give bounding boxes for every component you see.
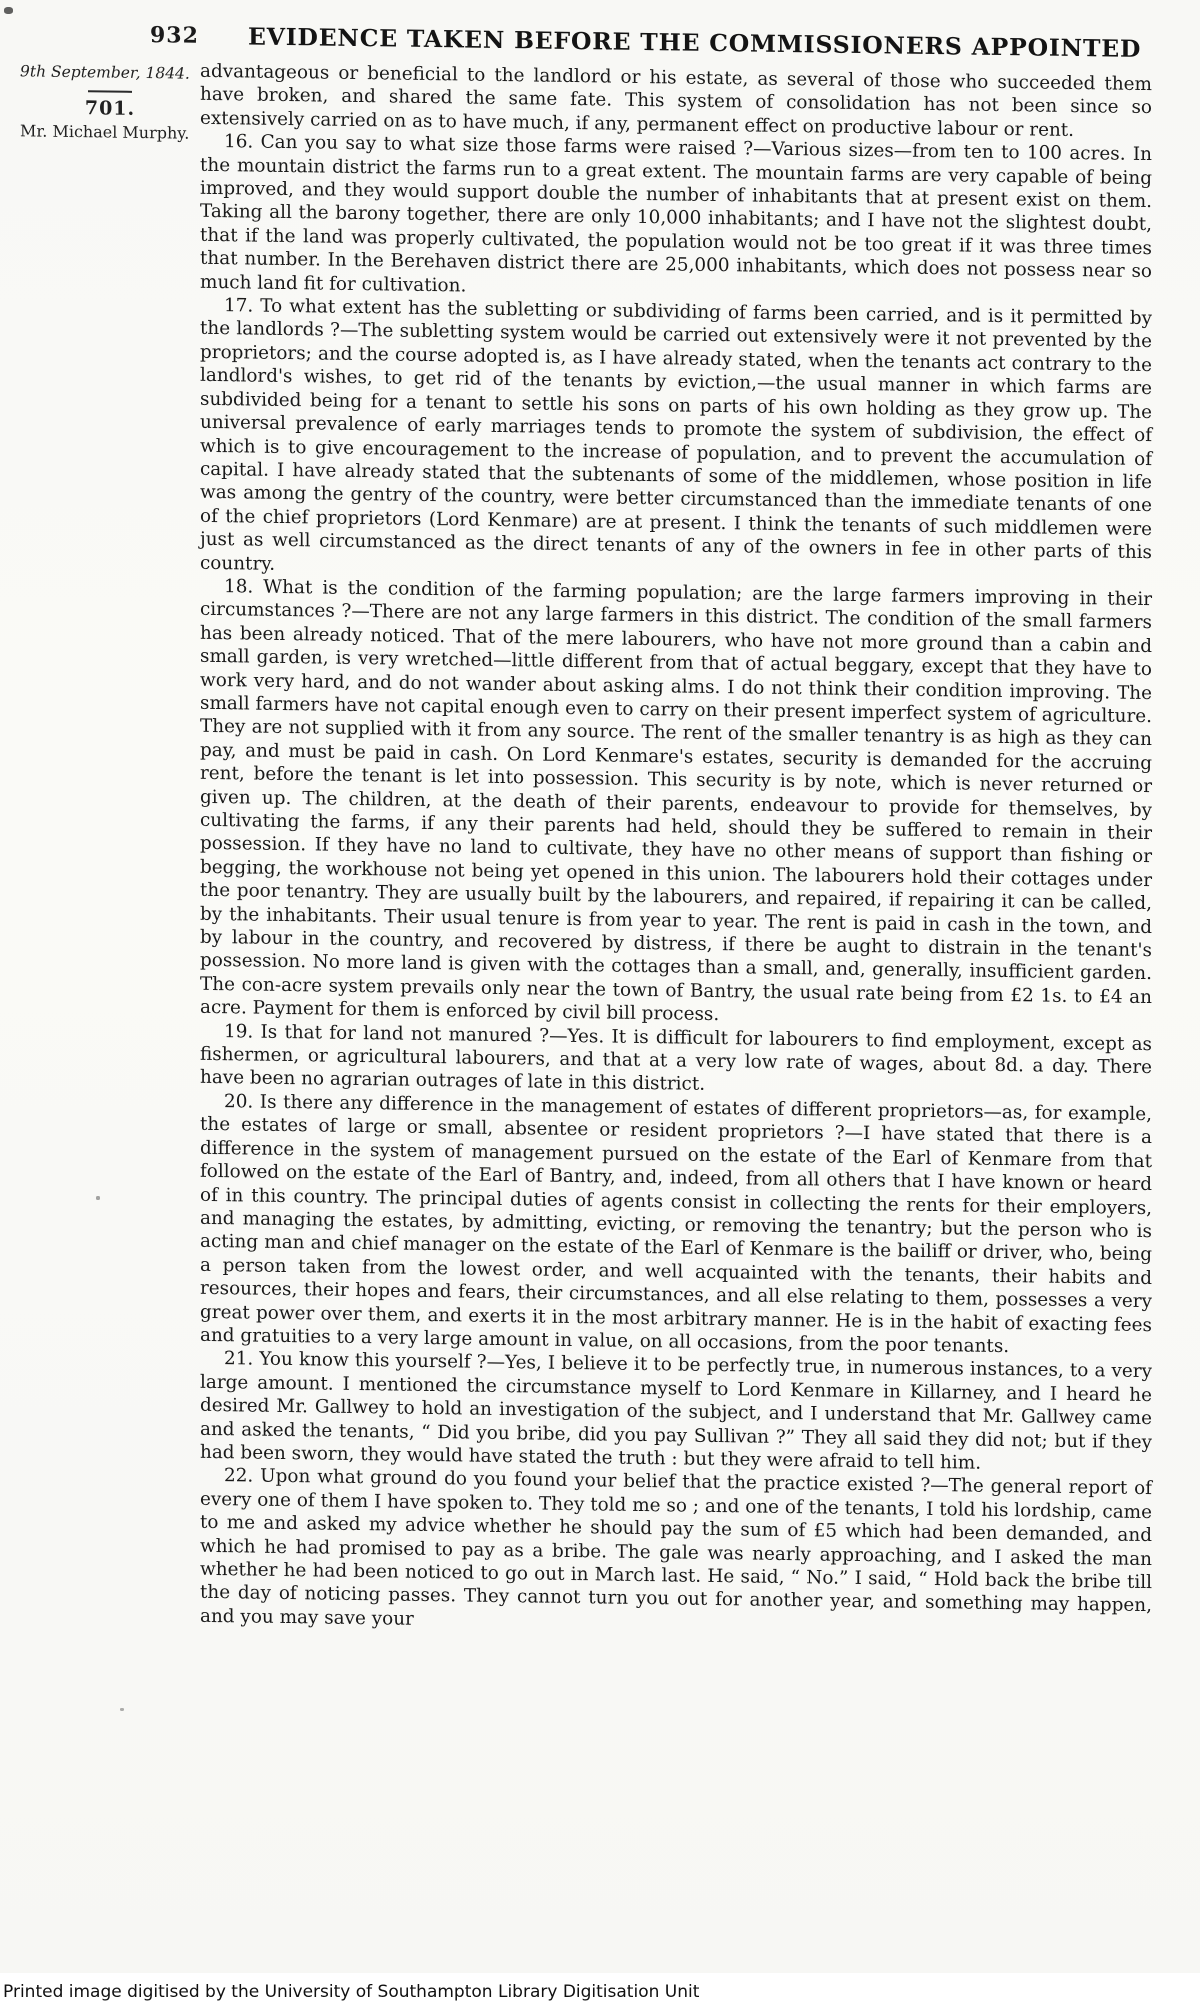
testimony-paragraph-q20: 20. Is there any difference in the management of estates of different proprietors—as, for example, the estates of large or small, absentee or resident proprietors ?—I have stated that there is a difference in the system of management pursued on the estate of the Earl of Kenmare from that followed on the estate of the Earl of Bantry, and, indeed, from all others that I have known or heard of in this country. The principal duties of agents consist in collecting the rents for their employers, and managing the estates, by admitting, evicting, or removing the tenantry; but the person who is acting man and chief manager on the estate of the Earl of Kenmare is the bailiff or driver, who, being a person taken from the lowest order, and well acquainted with the tenants, their habits and resources, their hopes and fears, their circumstances, and all else relating to them, possesses a very great power over them, and exerts it in the most arbitrary manner. He is in the habit of exacting fees and gratuities to a very large amount in value, on all occasions, from the poor tenants.	[200, 1091, 1152, 1358]
margin-notes	[20, 62, 200, 143]
digitisation-credit-bar	[0, 1973, 1200, 2015]
testimony-paragraph-q18: 18. What is the condition of the farming population; are the large farmers improving in their circumstances ?—There are not any large farmers in this district. The condition of the small farmers has been already noticed. That of the mere labourers, who have not more ground than a cabin and small garden, is very wretched—little different from that of actual beggary, except that they have to work very hard, and do not wander about asking alms. I do not think their condition improving. The small farmers have not capital enough even to carry on their present imperfect system of agriculture. They are not supplied with it from any source. The rent of the smaller tenantry is as high as they can pay, and must be paid in cash. On Lord Kenmare's estates, security is demanded for the accruing rent, before the tenant is let into possession. This security is by note, which is never returned or given up. The children, at the death of their parents, endeavour to provide for themselves, by cultivating the farms, if any their parents had held, should they be suffered to remain in their possession. If they have no land to cultivate, they have no other means of support than fishing or begging, the workhouse not being yet opened in this union. The labourers hold their cottages under the poor tenantry. They are usually built by the labourers, and repaired, if repairing it can be called, by the inhabitants. Their usual tenure is from year to year. The rent is paid in cash in the town, and by labour in the country, and recovered by distress, if there be aught to distrain in the tenant's possession. No more land is given with the cottages than a small, and, generally, insufficient garden. The con-acre system prevails only near the town of Bantry, the usual rate being from £2 1s. to £4 an acre. Payment for them is enforced by civil bill process.	[200, 576, 1152, 1026]
testimony-paragraph-q16: 16. Can you say to what size those farms were raised ?—Various sizes—from ten to 100 acres. In the mountain district the farms run to a great extent. The mountain farms are very capable of being improved, and they would support double the number of inhabitants that at present exist on them. Taking all the barony together, there are only 10,000 inhabitants; and I have not the slightest doubt, that if the land was properly cultivated, the population would not be too great if it was three times that number. In the Berehaven district there are 25,000 inhabitants, which does not possess near so much land fit for cultivation.	[200, 131, 1152, 297]
page-number: 932	[150, 22, 199, 49]
digitisation-credit-text: Printed image digitised by the University of Southampton Library Digitisation Unit	[3, 1982, 700, 2002]
scan-artifact-speck	[4, 7, 13, 14]
testimony-paragraph-q19: 19. Is that for land not manured ?—Yes. It is difficult for labourers to find employment, except as fishermen, or agricultural labourers, and that at a very low rate of wages, about 8d. a day. There have been no agrarian outrages of late in this district.	[200, 1020, 1152, 1096]
testimony-paragraph-continuation: advantageous or beneficial to the landlord or his estate, as several of those who succeeded them have broken, and shared the same fate. This system of consolidation has not been since so extensively carried on as to have much, if any, permanent effect on productive labour or rent.	[200, 60, 1152, 141]
scan-artifact-speck	[120, 1708, 124, 1711]
session-date: 9th September, 1844.	[20, 62, 190, 83]
witness-number: 701.	[84, 97, 136, 120]
testimony-text	[200, 60, 1152, 1642]
testimony-paragraph-q21: 21. You know this yourself ?—Yes, I believe it to be perfectly true, in numerous instances, to a very large amount. I mentioned the circumstance myself to Lord Kenmare in Killarney, and I heard he desired Mr. Gallwey to hold an investigation of the subject, and I understand that Mr. Gallwey came and asked the tenants, “ Did you bribe, did you pay Sullivan ?” They all said they did not; but if they had been sworn, they would have stated the truth : but they were afraid to tell him.	[200, 1348, 1152, 1474]
testimony-paragraph-q22: 22. Upon what ground do you found your belief that the practice existed ?—The general report of every one of them I have spoken to. They told me so ; and one of the tenants, I told his lordship, came to me and asked my advice whether he should pay the sum of £5 which had been demanded, and which he had promised to pay as a bribe. The gale was nearly approaching, and I asked the man whether he had been noticed to go out in March last. He said, “ No.” I said, “ Hold back the bribe till the day of noticing passes. They cannot turn you out for another year, and something may happen, and you may save your	[200, 1465, 1152, 1630]
testimony-paragraph-q17: 17. To what extent has the subletting or subdividing of farms been carried, and is it permitted by the landlords ?—The subletting system would be carried out extensively were it not prevented by the proprietors; and the course adopted is, as I have already stated, when the tenants act contrary to the landlord's wishes, to get rid of the tenants by eviction,—the usual manner in which farms are subdivided being for a tenant to settle his sons on parts of his own holding as they grow up. The universal prevalence of early marriages tends to promote the system of subdivision, the effect of which is to give encouragement to the increase of population, and to prevent the accumulation of capital. I have already stated that the subtenants of some of the middlemen, whose position in life was among the gentry of the country, were better circumstanced than the immediate tenants of one of the chief proprietors (Lord Kenmare) are at present. I think the tenants of such middlemen were just as well circumstanced as the direct tenants of any of the owners in fee in other parts of this country.	[200, 295, 1152, 575]
witness-name: Mr. Michael Murphy.	[20, 121, 190, 143]
running-title: EVIDENCE TAKEN BEFORE THE COMMISSIONERS APPOINTED	[248, 22, 1142, 63]
scan-artifact-speck	[96, 1196, 100, 1200]
margin-rule	[88, 90, 132, 93]
